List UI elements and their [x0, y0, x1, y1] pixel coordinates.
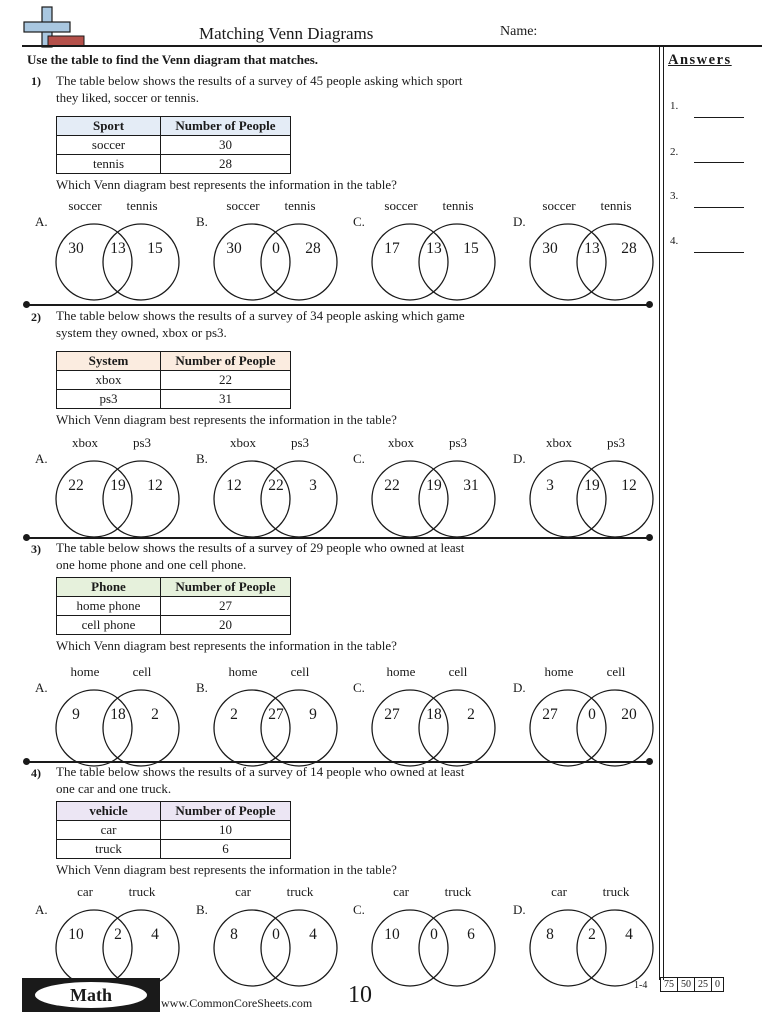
score-boxes — [661, 977, 724, 992]
table-row — [57, 840, 291, 859]
data-table — [56, 577, 291, 635]
venn-right-value: 3 — [309, 477, 317, 494]
venn-overlap-value: 19 — [584, 477, 600, 494]
table-cell: cell phone — [57, 616, 161, 635]
score-range: 1-4 — [634, 980, 648, 991]
option-a-label[interactable]: A. — [35, 902, 48, 917]
option-c-label[interactable]: C. — [353, 680, 365, 695]
venn-label-right: ps3 — [290, 435, 310, 450]
table-header-category: vehicle — [57, 802, 161, 821]
venn-left-value: 30 — [68, 240, 84, 257]
venn-right-value: 28 — [621, 240, 637, 257]
option-d-label[interactable]: D. — [513, 451, 526, 466]
venn-label-left: xbox — [72, 435, 98, 450]
venn-option-a[interactable] — [55, 198, 185, 302]
venn-left-value: 22 — [384, 477, 400, 494]
score-box: 25 — [694, 977, 712, 992]
venn-right-value: 9 — [309, 706, 317, 723]
venn-label-right: tennis — [126, 198, 158, 213]
table-row — [57, 371, 291, 390]
venn-option-c[interactable] — [371, 435, 501, 539]
venn-label-left: car — [235, 884, 251, 899]
table-cell: 27 — [161, 597, 291, 616]
footer-url[interactable]: www.CommonCoreSheets.com — [161, 996, 313, 1010]
table-row — [57, 136, 291, 155]
venn-circles — [529, 906, 657, 990]
venn-left-value: 17 — [384, 240, 400, 257]
score-box: 50 — [677, 977, 695, 992]
venn-label-right: truck — [128, 884, 156, 899]
venn-overlap-value: 2 — [114, 926, 122, 943]
venn-circles — [371, 220, 499, 304]
venn-right-value: 4 — [309, 926, 317, 943]
venn-left-value: 3 — [546, 477, 554, 494]
option-a-label[interactable]: A. — [35, 680, 48, 695]
venn-circles — [371, 457, 499, 541]
venn-circles — [371, 686, 499, 770]
venn-label-left: car — [551, 884, 567, 899]
table-header-count: Number of People — [161, 802, 291, 821]
answer-3-label: 3. — [670, 190, 679, 202]
venn-right-value: 2 — [467, 706, 475, 723]
venn-label-right: truck — [286, 884, 314, 899]
table-header-count: Number of People — [161, 352, 291, 371]
venn-option-d[interactable] — [529, 435, 659, 539]
table-cell: 31 — [161, 390, 291, 409]
venn-left-value: 27 — [542, 706, 558, 723]
question-text: The table below shows the results of a survey of 34 people asking which game system they owned, xbox or ps3. — [56, 308, 465, 340]
venn-circles — [529, 220, 657, 304]
option-d-label[interactable]: D. — [513, 680, 526, 695]
venn-label-right: ps3 — [132, 435, 152, 450]
venn-left-value: 8 — [546, 926, 554, 943]
venn-overlap-value: 18 — [426, 706, 442, 723]
table-header-category: System — [57, 352, 161, 371]
venn-overlap-value: 0 — [272, 240, 280, 257]
table-cell: truck — [57, 840, 161, 859]
venn-label-left: home — [544, 664, 574, 679]
logo — [22, 5, 88, 49]
table-cell: 28 — [161, 155, 291, 174]
separator-dot — [646, 301, 653, 308]
venn-label-right: tennis — [442, 198, 474, 213]
option-b-label[interactable]: B. — [196, 451, 208, 466]
option-c-label[interactable]: C. — [353, 902, 365, 917]
data-table — [56, 116, 291, 174]
option-b-label[interactable]: B. — [196, 902, 208, 917]
venn-circles — [213, 220, 341, 304]
venn-circles — [529, 686, 657, 770]
question-number: 2) — [31, 310, 41, 324]
answer-4-label: 4. — [670, 235, 679, 247]
venn-option-c[interactable] — [371, 664, 501, 768]
venn-overlap-value: 0 — [588, 706, 596, 723]
venn-right-value: 20 — [621, 706, 637, 723]
venn-label-left: xbox — [546, 435, 572, 450]
table-cell: 22 — [161, 371, 291, 390]
venn-option-a[interactable] — [55, 664, 185, 768]
table-row — [57, 821, 291, 840]
option-b-label[interactable]: B. — [196, 680, 208, 695]
venn-circles — [55, 220, 183, 304]
venn-right-value: 15 — [147, 240, 163, 257]
question-number: 4) — [31, 766, 41, 780]
venn-overlap-value: 13 — [584, 240, 600, 257]
venn-overlap-value: 22 — [268, 477, 284, 494]
venn-label-left: soccer — [542, 198, 576, 213]
venn-label-left: xbox — [388, 435, 414, 450]
venn-overlap-value: 27 — [268, 706, 284, 723]
question-text: The table below shows the results of a survey of 45 people asking which sport they liked, soccer or tennis. — [56, 73, 463, 105]
venn-left-value: 12 — [226, 477, 242, 494]
venn-option-d[interactable] — [529, 664, 659, 768]
venn-left-value: 27 — [384, 706, 400, 723]
separator-dot — [646, 534, 653, 541]
venn-left-value: 10 — [384, 926, 400, 943]
header-rule — [22, 45, 762, 47]
venn-overlap-value: 13 — [110, 240, 126, 257]
venn-circles — [529, 457, 657, 541]
venn-left-value: 8 — [230, 926, 238, 943]
option-a-label[interactable]: A. — [35, 451, 48, 466]
option-c-label[interactable]: C. — [353, 451, 365, 466]
question-separator — [26, 304, 650, 306]
venn-label-left: soccer — [226, 198, 260, 213]
venn-option-b[interactable] — [213, 198, 343, 302]
venn-label-left: home — [70, 664, 100, 679]
venn-overlap-value: 0 — [430, 926, 438, 943]
footer-subject: Math — [35, 982, 147, 1008]
venn-circles — [55, 686, 183, 770]
venn-circles — [213, 457, 341, 541]
table-header-count: Number of People — [161, 578, 291, 597]
venn-left-value: 2 — [230, 706, 238, 723]
venn-option-a[interactable] — [55, 435, 185, 539]
venn-left-value: 30 — [542, 240, 558, 257]
venn-label-left: home — [386, 664, 416, 679]
venn-label-right: ps3 — [606, 435, 626, 450]
venn-overlap-value: 19 — [110, 477, 126, 494]
venn-circles — [213, 906, 341, 990]
table-header-count: Number of People — [161, 117, 291, 136]
answers-title: Answers — [668, 52, 732, 68]
venn-right-value: 12 — [147, 477, 163, 494]
answer-divider-2 — [663, 45, 664, 980]
venn-option-a[interactable] — [55, 884, 185, 988]
venn-label-right: truck — [444, 884, 472, 899]
venn-label-left: soccer — [68, 198, 102, 213]
question-prompt: Which Venn diagram best represents the information in the table? — [56, 862, 397, 877]
venn-overlap-value: 19 — [426, 477, 442, 494]
question-prompt: Which Venn diagram best represents the information in the table? — [56, 638, 397, 653]
venn-overlap-value: 2 — [588, 926, 596, 943]
venn-option-d[interactable] — [529, 884, 659, 988]
venn-circles — [371, 906, 499, 990]
venn-circles — [213, 686, 341, 770]
venn-label-right: cell — [448, 664, 468, 679]
venn-right-value: 4 — [625, 926, 633, 943]
table-cell: tennis — [57, 155, 161, 174]
table-row — [57, 597, 291, 616]
venn-label-left: car — [393, 884, 409, 899]
question-prompt: Which Venn diagram best represents the information in the table? — [56, 177, 397, 192]
venn-overlap-value: 0 — [272, 926, 280, 943]
instructions: Use the table to find the Venn diagram that matches. — [27, 52, 319, 67]
venn-overlap-value: 18 — [110, 706, 126, 723]
venn-right-value: 4 — [151, 926, 159, 943]
option-c-label[interactable]: C. — [353, 214, 365, 229]
table-cell: soccer — [57, 136, 161, 155]
venn-label-right: tennis — [600, 198, 632, 213]
venn-label-right: truck — [602, 884, 630, 899]
venn-left-value: 9 — [72, 706, 80, 723]
venn-label-left: soccer — [384, 198, 418, 213]
venn-label-right: cell — [290, 664, 310, 679]
score-box: 0 — [711, 977, 724, 992]
venn-option-c[interactable] — [371, 884, 501, 988]
table-cell: 20 — [161, 616, 291, 635]
page-number: 10 — [348, 982, 372, 1008]
venn-label-right: cell — [132, 664, 152, 679]
separator-dot — [646, 758, 653, 765]
venn-label-right: ps3 — [448, 435, 468, 450]
venn-right-value: 28 — [305, 240, 321, 257]
venn-left-value: 10 — [68, 926, 84, 943]
answer-4-line[interactable] — [694, 252, 744, 253]
data-table — [56, 351, 291, 409]
venn-right-value: 12 — [621, 477, 637, 494]
name-label: Name: — [500, 24, 538, 39]
question-number: 1) — [31, 74, 41, 88]
answer-3-line[interactable] — [694, 207, 744, 208]
venn-right-value: 15 — [463, 240, 479, 257]
venn-option-b[interactable] — [213, 435, 343, 539]
venn-option-b[interactable] — [213, 884, 343, 988]
venn-right-value: 2 — [151, 706, 159, 723]
option-d-label[interactable]: D. — [513, 214, 526, 229]
venn-circles — [55, 457, 183, 541]
table-cell: xbox — [57, 371, 161, 390]
table-cell: 30 — [161, 136, 291, 155]
venn-right-value: 6 — [467, 926, 475, 943]
answer-divider — [659, 45, 660, 980]
question-number: 3) — [31, 542, 41, 556]
venn-label-left: car — [77, 884, 93, 899]
table-cell: 10 — [161, 821, 291, 840]
question-text: The table below shows the results of a survey of 14 people who owned at least one car and one truck. — [56, 764, 465, 796]
question-prompt: Which Venn diagram best represents the information in the table? — [56, 412, 397, 427]
venn-label-right: tennis — [284, 198, 316, 213]
answer-1-line[interactable] — [694, 117, 744, 118]
option-a-label[interactable]: A. — [35, 214, 48, 229]
option-d-label[interactable]: D. — [513, 902, 526, 917]
venn-label-left: home — [228, 664, 258, 679]
table-row — [57, 155, 291, 174]
page-title: Matching Venn Diagrams — [199, 24, 374, 43]
table-cell: car — [57, 821, 161, 840]
table-cell: home phone — [57, 597, 161, 616]
venn-option-c[interactable] — [371, 198, 501, 302]
table-cell: ps3 — [57, 390, 161, 409]
option-b-label[interactable]: B. — [196, 214, 208, 229]
answer-1-label: 1. — [670, 100, 679, 112]
answer-2-line[interactable] — [694, 162, 744, 163]
venn-option-d[interactable] — [529, 198, 659, 302]
question-text: The table below shows the results of a survey of 29 people who owned at least one home phone and one cell phone. — [56, 540, 465, 572]
venn-label-left: xbox — [230, 435, 256, 450]
venn-left-value: 22 — [68, 477, 84, 494]
venn-option-b[interactable] — [213, 664, 343, 768]
venn-label-right: cell — [606, 664, 626, 679]
data-table — [56, 801, 291, 859]
answer-2-label: 2. — [670, 146, 679, 158]
table-row — [57, 616, 291, 635]
table-cell: 6 — [161, 840, 291, 859]
table-row — [57, 390, 291, 409]
venn-overlap-value: 13 — [426, 240, 442, 257]
table-header-category: Phone — [57, 578, 161, 597]
venn-left-value: 30 — [226, 240, 242, 257]
score-box: 75 — [660, 977, 678, 992]
venn-right-value: 31 — [463, 477, 479, 494]
table-header-category: Sport — [57, 117, 161, 136]
